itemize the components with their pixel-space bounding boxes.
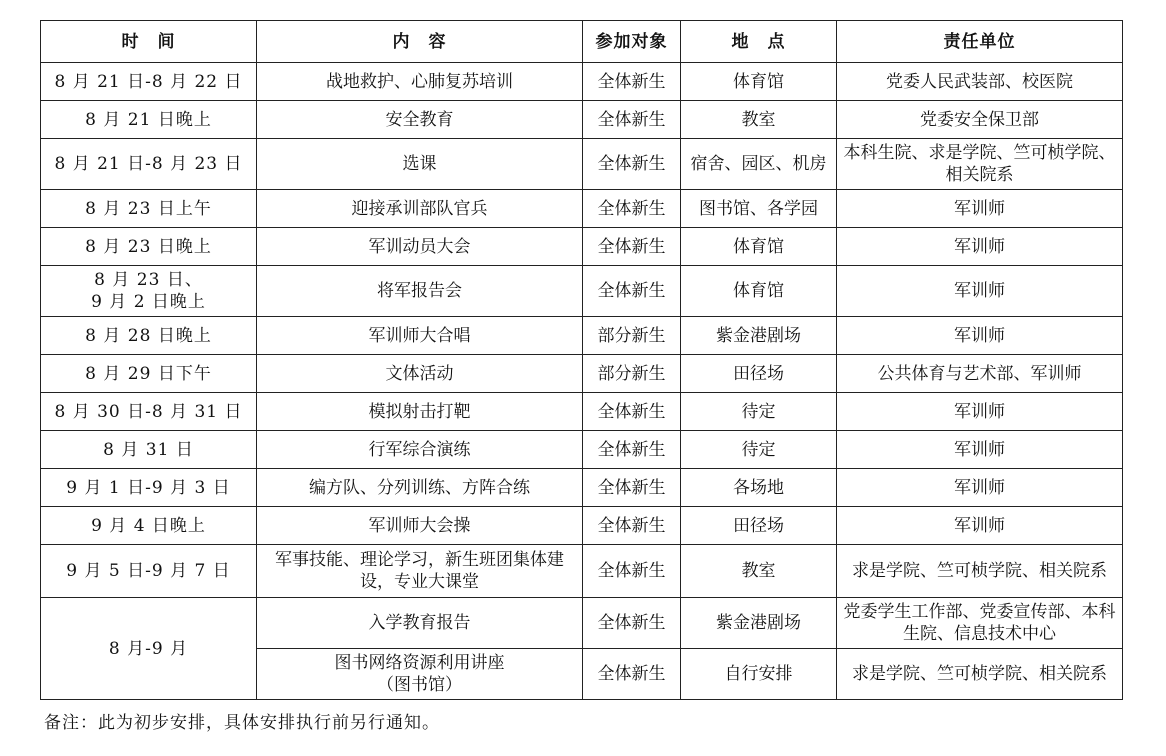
- cell-time: [41, 266, 257, 317]
- cell-content: 模拟射击打靶: [257, 393, 583, 431]
- cell-location: 教室: [681, 101, 837, 139]
- cell-unit: 本科生院、求是学院、竺可桢学院、相关院系: [837, 139, 1123, 190]
- cell-content: [257, 649, 583, 700]
- header-row: [41, 21, 1123, 63]
- cell-content: 军训师大合唱: [257, 317, 583, 355]
- cell-target: 部分新生: [583, 355, 681, 393]
- cell-unit: 党委安全保卫部: [837, 101, 1123, 139]
- cell-unit: 军训师: [837, 393, 1123, 431]
- table-row: [41, 469, 1123, 507]
- cell-unit: 军训师: [837, 317, 1123, 355]
- cell-time: 8 月 29 日下午: [41, 355, 257, 393]
- cell-content: 军训动员大会: [257, 228, 583, 266]
- cell-time: 8 月 23 日上午: [41, 190, 257, 228]
- cell-location: 紫金港剧场: [681, 598, 837, 649]
- cell-content-line: （图书馆）: [377, 675, 462, 695]
- cell-time: 9 月 4 日晚上: [41, 507, 257, 545]
- cell-location: 宿舍、园区、机房: [681, 139, 837, 190]
- cell-time: 9 月 1 日-9 月 3 日: [41, 469, 257, 507]
- cell-content: 军事技能、理论学习，新生班团集体建设，专业大课堂: [257, 545, 583, 598]
- cell-time: 8 月 30 日-8 月 31 日: [41, 393, 257, 431]
- cell-time: 8 月 21 日晚上: [41, 101, 257, 139]
- cell-location: 图书馆、各学园: [681, 190, 837, 228]
- table-row: [41, 190, 1123, 228]
- table-row: [41, 507, 1123, 545]
- table-row: [41, 355, 1123, 393]
- cell-target: 全体新生: [583, 228, 681, 266]
- cell-unit: 军训师: [837, 266, 1123, 317]
- table-row: [41, 431, 1123, 469]
- cell-time-line: 8 月 23 日、: [94, 270, 203, 290]
- cell-unit: 军训师: [837, 507, 1123, 545]
- cell-target: 全体新生: [583, 649, 681, 700]
- cell-location: 待定: [681, 393, 837, 431]
- cell-target: 全体新生: [583, 507, 681, 545]
- cell-time: 8 月 31 日: [41, 431, 257, 469]
- cell-time: 8 月-9 月: [41, 598, 257, 700]
- cell-time: 9 月 5 日-9 月 7 日: [41, 545, 257, 598]
- table-row: [41, 393, 1123, 431]
- table-row: [41, 63, 1123, 101]
- cell-unit: 军训师: [837, 190, 1123, 228]
- cell-location: 各场地: [681, 469, 837, 507]
- cell-content: 编方队、分列训练、方阵合练: [257, 469, 583, 507]
- table-row: [41, 101, 1123, 139]
- schedule-table: [40, 20, 1123, 700]
- cell-target: 全体新生: [583, 545, 681, 598]
- cell-content: 军训师大会操: [257, 507, 583, 545]
- cell-time: 8 月 28 日晚上: [41, 317, 257, 355]
- cell-unit: 求是学院、竺可桢学院、相关院系: [837, 545, 1123, 598]
- cell-target: 全体新生: [583, 598, 681, 649]
- cell-unit: 党委人民武装部、校医院: [837, 63, 1123, 101]
- cell-target: 全体新生: [583, 469, 681, 507]
- cell-target: 部分新生: [583, 317, 681, 355]
- cell-location: 待定: [681, 431, 837, 469]
- cell-target: 全体新生: [583, 190, 681, 228]
- cell-time-line: 9 月 2 日晚上: [91, 292, 206, 312]
- cell-unit: 求是学院、竺可桢学院、相关院系: [837, 649, 1123, 700]
- cell-time: 8 月 23 日晚上: [41, 228, 257, 266]
- cell-target: 全体新生: [583, 63, 681, 101]
- cell-target: 全体新生: [583, 101, 681, 139]
- cell-unit: 军训师: [837, 469, 1123, 507]
- cell-unit: 军训师: [837, 431, 1123, 469]
- cell-content: 文体活动: [257, 355, 583, 393]
- table-row: [41, 266, 1123, 317]
- cell-content: 战地救护、心肺复苏培训: [257, 63, 583, 101]
- footnote: 备注：此为初步安排，具体安排执行前另行通知。: [44, 713, 440, 733]
- cell-location: 田径场: [681, 355, 837, 393]
- cell-location: 田径场: [681, 507, 837, 545]
- cell-time: 8 月 21 日-8 月 22 日: [41, 63, 257, 101]
- cell-unit: 军训师: [837, 228, 1123, 266]
- cell-location: 体育馆: [681, 266, 837, 317]
- header-unit: 责任单位: [837, 21, 1123, 63]
- header-content: 内 容: [257, 21, 583, 63]
- table-row: [41, 139, 1123, 190]
- table-row: [41, 545, 1123, 598]
- header-time: 时 间: [41, 21, 257, 63]
- cell-content: 将军报告会: [257, 266, 583, 317]
- cell-target: 全体新生: [583, 393, 681, 431]
- cell-content-line: 图书网络资源利用讲座: [334, 653, 505, 673]
- cell-content: 安全教育: [257, 101, 583, 139]
- cell-unit: 党委学生工作部、党委宣传部、本科生院、信息技术中心: [837, 598, 1123, 649]
- cell-location: 体育馆: [681, 228, 837, 266]
- table-row: [41, 598, 1123, 649]
- cell-target: 全体新生: [583, 431, 681, 469]
- cell-content: 迎接承训部队官兵: [257, 190, 583, 228]
- cell-location: 紫金港剧场: [681, 317, 837, 355]
- cell-location: 体育馆: [681, 63, 837, 101]
- cell-unit: 公共体育与艺术部、军训师: [837, 355, 1123, 393]
- table-row: [41, 317, 1123, 355]
- cell-time: 8 月 21 日-8 月 23 日: [41, 139, 257, 190]
- table-row: [41, 228, 1123, 266]
- header-location: 地 点: [681, 21, 837, 63]
- header-target: 参加对象: [583, 21, 681, 63]
- cell-location: 自行安排: [681, 649, 837, 700]
- cell-location: 教室: [681, 545, 837, 598]
- cell-content: 入学教育报告: [257, 598, 583, 649]
- cell-content: 行军综合演练: [257, 431, 583, 469]
- cell-target: 全体新生: [583, 139, 681, 190]
- cell-content: 选课: [257, 139, 583, 190]
- cell-target: 全体新生: [583, 266, 681, 317]
